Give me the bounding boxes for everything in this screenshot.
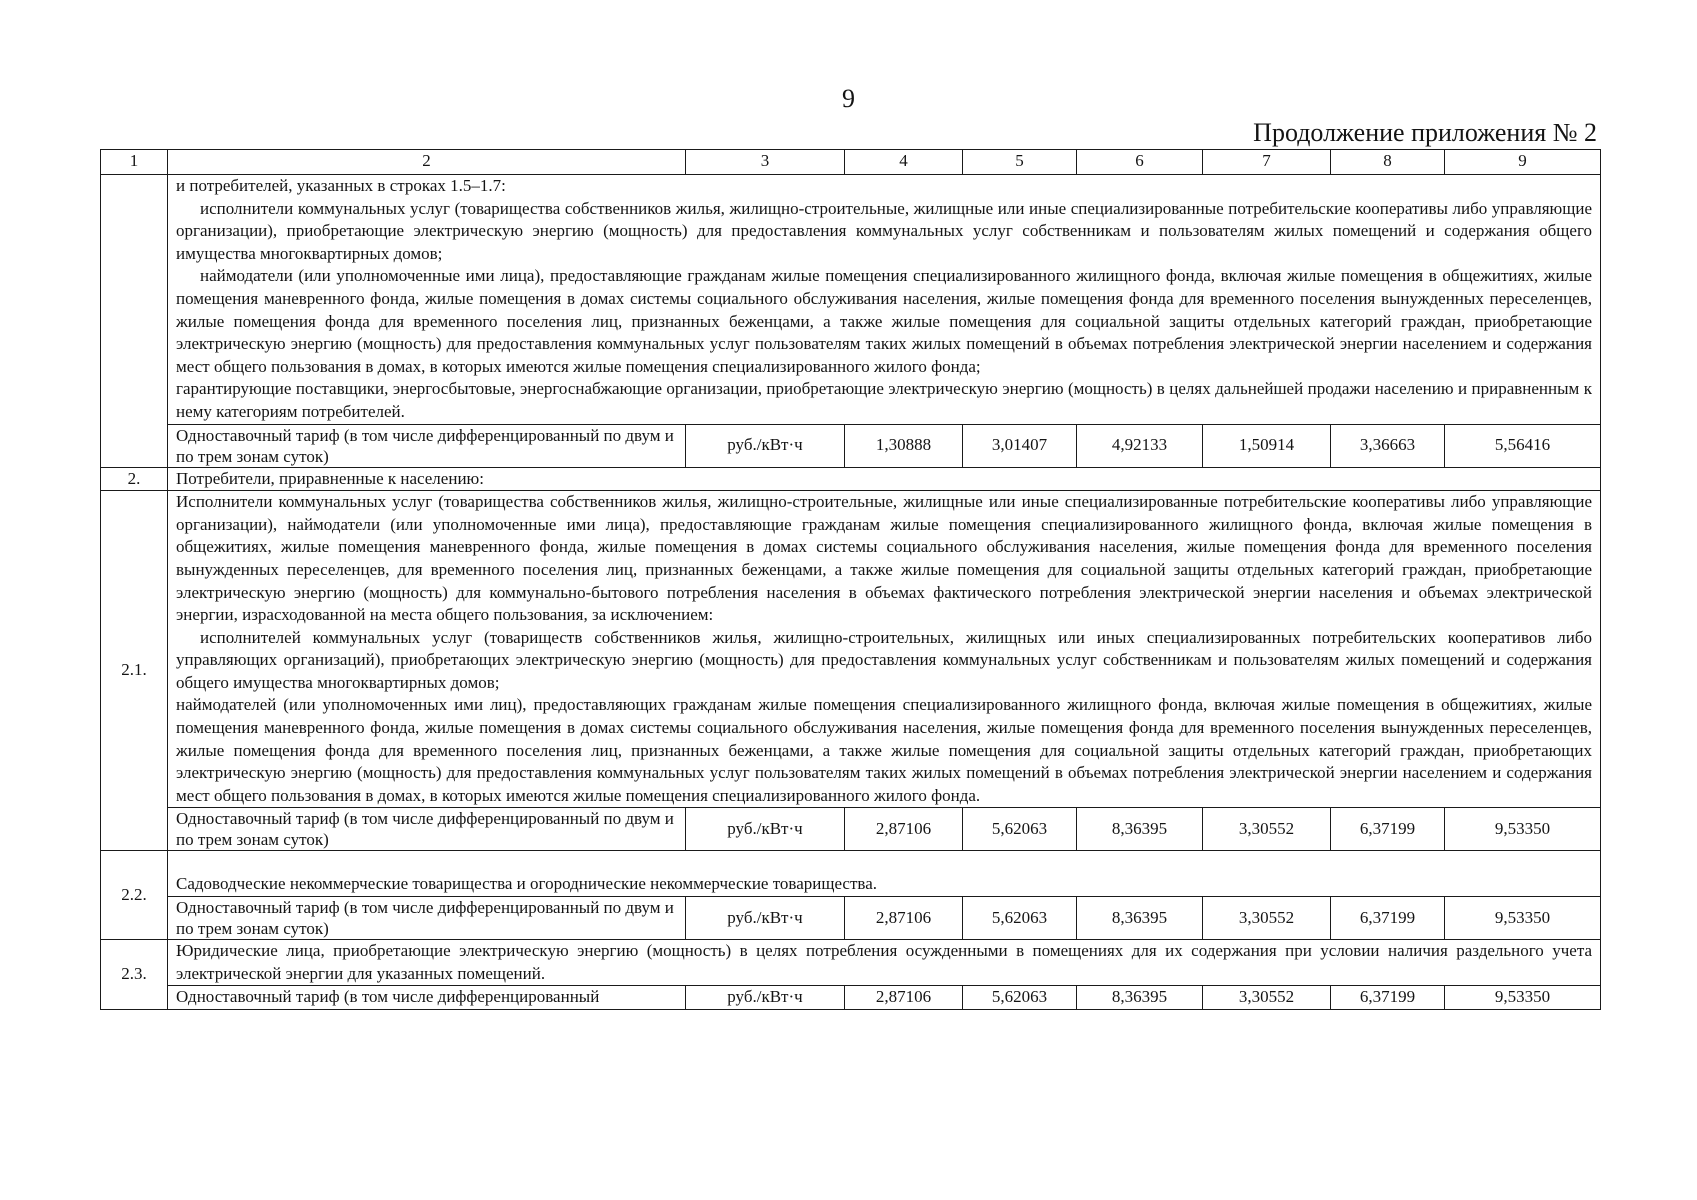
tariff-value: 9,53350 [1445,986,1601,1010]
table-row-2-3 [101,940,1601,986]
consumer-description [168,491,1601,808]
tariff-value: 5,62063 [963,808,1077,851]
tariff-value: 8,36395 [1077,986,1203,1010]
tariff-unit: руб./кВт·ч [686,808,845,851]
tariff-value: 5,62063 [963,897,1077,940]
row-number: 2. [101,467,168,491]
column-number: 8 [1331,150,1445,175]
column-number: 4 [845,150,963,175]
tariff-value: 3,36663 [1331,424,1445,467]
tariff-name: Одноставочный тариф (в том числе дифференцированный [168,986,686,1010]
tariff-value: 8,36395 [1077,897,1203,940]
row-number-cell [101,175,168,468]
tariff-value: 4,92133 [1077,424,1203,467]
section-heading: Потребители, приравненные к населению: [168,467,1601,491]
column-number: 5 [963,150,1077,175]
tariff-row [101,808,1601,851]
column-number: 9 [1445,150,1601,175]
column-number: 1 [101,150,168,175]
appendix-title: Продолжение приложения № 2 [1253,118,1597,147]
tariff-value: 6,37199 [1331,808,1445,851]
blank-line [176,851,1592,873]
description-paragraph: Исполнители коммунальных услуг (товарищества собственников жилья, жилищно-строительные, жилищные или иные специализированные потребительские кооперативы либо управляющие организации), наймодатели (или уполномоченные ими лица), предоставляющие гражданам жилые помещения специализированного жилищного фонда, включая жилые помещения в общежитиях, жилые помещения маневренного фонда, жилые помещения в домах системы социального обслуживания населения, жилые помещения фонда для временного поселения вынужденных переселенцев, для временного поселения лиц, признанных беженцами, а также жилые помещения для социальной защиты отдельных категорий граждан, приобретающие электрическую энергию (мощность) для коммунально-бытового потребления населения в объемах фактического потребления электрической энергии населения и объемах электрической энергии, израсходованной на места общего пользования, за исключением: [176,492,1592,625]
table-row-2 [101,467,1601,491]
tariff-value: 3,30552 [1203,986,1331,1010]
tariff-unit: руб./кВт·ч [686,424,845,467]
row-number: 2.1. [101,491,168,851]
tariff-value: 9,53350 [1445,897,1601,940]
tariff-row [101,897,1601,940]
column-number: 2 [168,150,686,175]
tariff-unit: руб./кВт·ч [686,897,845,940]
tariff-table [100,149,1601,1010]
tariff-value: 6,37199 [1331,986,1445,1010]
row-number: 2.2. [101,851,168,940]
column-number: 6 [1077,150,1203,175]
tariff-value: 5,62063 [963,986,1077,1010]
table-row-2-2 [101,851,1601,897]
description-paragraph: наймодателей (или уполномоченных ими лиц), предоставляющих гражданам жилые помещения специализированного жилищного фонда, включая жилые помещения в общежитиях, жилые помещения маневренного фонда, жилые помещения в домах системы социального обслуживания населения, жилые помещения фонда для временного поселения вынужденных переселенцев, жилые помещения фонда для временного поселения лиц, признанных беженцами, а также жилые помещения для социальной защиты отдельных категорий граждан, приобретающих электрическую энергию (мощность) для предоставления коммунальных услуг пользователям таких жилых помещений в объемах потребления электрической энергии населением и содержания мест общего пользования в домах, в которых имеются жилые помещения специализированного жилого фонда. [176,695,1592,805]
table-row-2-1 [101,491,1601,808]
tariff-name: Одноставочный тариф (в том числе дифференцированный по двум и по трем зонам суток) [168,424,686,467]
consumer-description [168,175,1601,425]
tariff-value: 1,50914 [1203,424,1331,467]
tariff-row [101,986,1601,1010]
consumer-description: Юридические лица, приобретающие электрическую энергию (мощность) в целях потребления осужденными в помещениях для их содержания при условии наличия раздельного учета электрической энергии для указанных помещений. [168,940,1601,986]
tariff-name: Одноставочный тариф (в том числе дифференцированный по двум и по трем зонам суток) [168,897,686,940]
tariff-value: 1,30888 [845,424,963,467]
consumer-description [168,851,1601,897]
tariff-value: 2,87106 [845,897,963,940]
column-number-row [101,150,1601,175]
column-number: 7 [1203,150,1331,175]
row-number: 2.3. [101,940,168,1010]
description-paragraph: исполнителей коммунальных услуг (товариществ собственников жилья, жилищно-строительных, жилищных или иных специализированных потребительских кооперативов либо управляющих организаций), приобретающих электрическую энергию (мощность) для предоставления коммунальных услуг собственникам и пользователям жилых помещений и содержания общего имущества многоквартирных домов; [176,627,1592,692]
column-number: 3 [686,150,845,175]
tariff-value: 3,30552 [1203,808,1331,851]
description-paragraph: и потребителей, указанных в строках 1.5–1.7: [176,176,506,195]
tariff-value: 8,36395 [1077,808,1203,851]
description-paragraph: гарантирующие поставщики, энергосбытовые, энергоснабжающие организации, приобретающие электрическую энергию (мощность) в целях дальнейшей продажи населению и приравненным к нему категориям потребителей. [176,379,1592,421]
tariff-value: 9,53350 [1445,808,1601,851]
description-paragraph: исполнители коммунальных услуг (товарищества собственников жилья, жилищно-строительные, жилищные или иные специализированные потребительские кооперативы либо управляющие организации), приобретающие электрическую энергию (мощность) для предоставления коммунальных услуг собственникам и пользователям жилых помещений и содержания общего имущества многоквартирных домов; [176,198,1592,263]
tariff-value: 6,37199 [1331,897,1445,940]
tariff-name: Одноставочный тариф (в том числе дифференцированный по двум и по трем зонам суток) [168,808,686,851]
tariff-value: 5,56416 [1445,424,1601,467]
table-row-continuation [101,175,1601,425]
tariff-value: 2,87106 [845,986,963,1010]
page-number: 9 [842,84,855,113]
tariff-value: 3,30552 [1203,897,1331,940]
description-paragraph: наймодатели (или уполномоченные ими лица), предоставляющие гражданам жилые помещения специализированного жилищного фонда, включая жилые помещения в общежитиях, жилые помещения маневренного фонда, жилые помещения в домах системы социального обслуживания населения, жилые помещения фонда для временного поселения вынужденных переселенцев, жилые помещения фонда для временного поселения лиц, признанных беженцами, а также жилые помещения для социальной защиты отдельных категорий граждан, приобретающие электрическую энергию (мощность) для предоставления коммунальных услуг пользователям таких жилых помещений в объемах потребления электрической энергии населением и содержания мест общего пользования в домах, в которых имеются жилые помещения специализированного жилого фонда; [176,266,1592,376]
tariff-row [101,424,1601,467]
tariff-value: 3,01407 [963,424,1077,467]
tariff-unit: руб./кВт·ч [686,986,845,1010]
tariff-value: 2,87106 [845,808,963,851]
description-paragraph: Садоводческие некоммерческие товарищества и огороднические некоммерческие товарищества. [176,874,877,894]
